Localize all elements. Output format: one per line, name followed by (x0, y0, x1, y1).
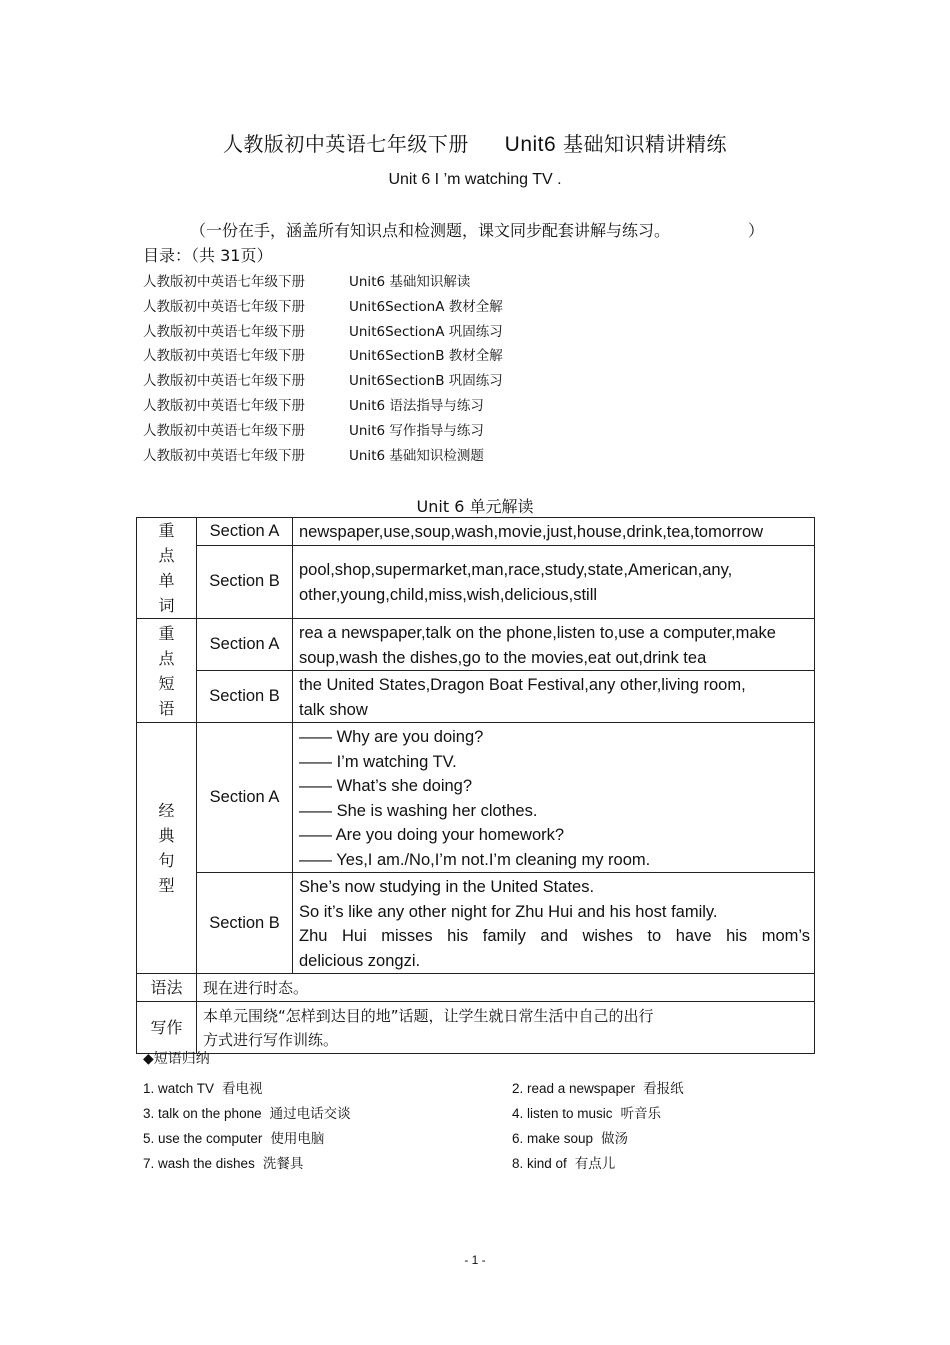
toc-item[interactable]: 人教版初中英语七年级下册 Unit6 基础知识检测题 (143, 447, 484, 464)
section-b-label: Section B (197, 671, 293, 723)
category-key-phrases: 重 点 短 语 (137, 619, 197, 723)
table-row (137, 1001, 815, 1053)
unit-overview-table (136, 517, 815, 1054)
title-rest: 基础知识精讲精练 (563, 132, 728, 156)
table-row (137, 619, 815, 671)
unit-table-title: Unit 6 单元解读 (416, 497, 534, 516)
toc-item[interactable]: 人教版初中英语七年级下册 Unit6 写作指导与练习 (143, 422, 484, 439)
list-item: 1. watch TV 看电视 (143, 1081, 263, 1097)
table-row (137, 873, 815, 974)
page-subtitle: Unit 6 I ’m watching TV . (388, 171, 562, 188)
toc-heading: 目录：（共 31页） (143, 246, 273, 265)
toc-item[interactable]: 人教版初中英语七年级下册 Unit6SectionA 教材全解 (143, 298, 503, 315)
list-item: 8. kind of 有点儿 (512, 1156, 616, 1172)
table-row (137, 974, 815, 1002)
list-item: 2. read a newspaper 看报纸 (512, 1081, 684, 1097)
section-a-label: Section A (197, 723, 293, 873)
toc-item[interactable]: 人教版初中英语七年级下册 Unit6SectionB 巩固练习 (143, 373, 503, 390)
table-row (137, 545, 815, 618)
section-a-label: Section A (197, 518, 293, 546)
key-phrases-a: rea a newspaper,talk on the phone,listen to,use a computer,make soup,wash the dishes,go to the movies,eat out,drink tea (293, 619, 815, 671)
list-item: 5. use the computer 使用电脑 (143, 1131, 325, 1147)
page-title (0, 128, 950, 157)
intro-close: ） (748, 221, 765, 240)
category-key-words: 重 点 单 词 (137, 518, 197, 619)
sentences-a: —— Why are you doing? —— I’m watching TV. —— What’s she doing? —— She is washing her clothes. —— Are you doing your homework? —— Yes,I am./No,I’m not.I’m cleaning my room. (293, 723, 815, 873)
table-row (137, 518, 815, 546)
toc-item[interactable]: 人教版初中英语七年级下册 Unit6SectionA 巩固练习 (143, 323, 503, 340)
category-grammar: 语法 (137, 974, 197, 1002)
key-phrases-b: the United States,Dragon Boat Festival,any other,living room, talk show (293, 671, 815, 723)
table-of-contents (143, 268, 643, 466)
category-sentences: 经 典 句 型 (137, 723, 197, 974)
section-b-label: Section B (197, 545, 293, 618)
list-item: 7. wash the dishes 洗餐具 (143, 1156, 304, 1172)
category-writing: 写作 (137, 1001, 197, 1053)
page-number: - 1 - (464, 1253, 486, 1267)
section-b-label: Section B (197, 873, 293, 974)
list-item: 6. make soup 做汤 (512, 1131, 629, 1147)
title-cn: 人教版初中英语七年级下册 (222, 132, 469, 156)
sentences-b: She’s now studying in the United States. So it’s like any other night for Zhu Hui and his host family. Zhu Hui misses his family and wishes to have his mom’s delicious zongzi. (293, 873, 815, 974)
table-row (137, 723, 815, 873)
phrase-summary-heading: ◆短语归纳 (143, 1051, 210, 1067)
list-item: 4. listen to music 听音乐 (512, 1106, 662, 1122)
table-row (137, 671, 815, 723)
title-unit: Unit6 (504, 133, 557, 156)
intro-text (190, 218, 770, 241)
list-item: 3. talk on the phone 通过电话交谈 (143, 1106, 351, 1122)
grammar-text: 现在进行时态。 (197, 974, 815, 1002)
writing-text: 本单元围绕“怎样到达目的地”话题，让学生就日常生活中自己的出行 方式进行写作训练。 (197, 1001, 815, 1053)
toc-item[interactable]: 人教版初中英语七年级下册 Unit6 基础知识解读 (143, 274, 471, 290)
toc-item[interactable]: 人教版初中英语七年级下册 Unit6SectionB 教材全解 (143, 348, 503, 365)
key-words-b: pool,shop,supermarket,man,race,study,state,American,any, other,young,child,miss,wish,delicious,still (293, 545, 815, 618)
section-a-label: Section A (197, 619, 293, 671)
intro-main: （一份在手，涵盖所有知识点和检测题，课文同步配套讲解与练习。 (190, 221, 671, 240)
key-words-a: newspaper,use,soup,wash,movie,just,house,drink,tea,tomorrow (293, 518, 815, 546)
toc-item[interactable]: 人教版初中英语七年级下册 Unit6 语法指导与练习 (143, 397, 484, 414)
